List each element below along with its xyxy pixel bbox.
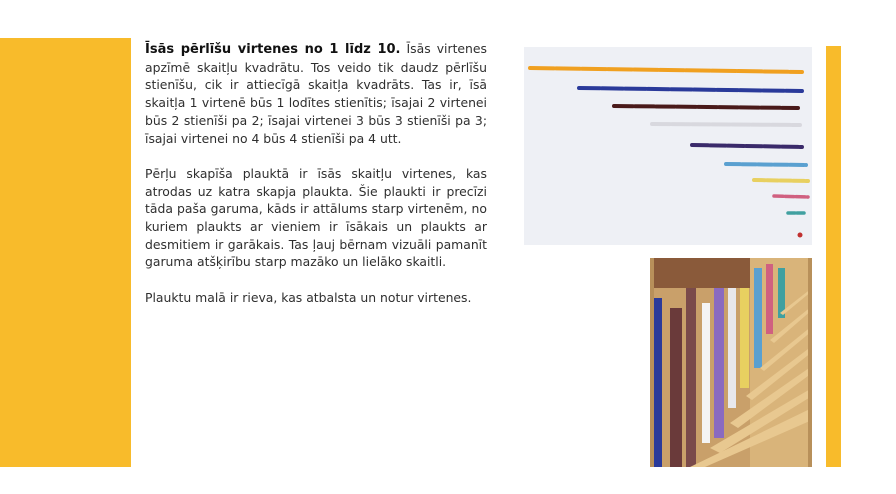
- bead-chain-6: [692, 145, 802, 147]
- bead-cabinet-photo: [650, 258, 812, 467]
- paragraph-3: Plauktu malā ir rieva, kas atbalsta un notur virtenes.: [145, 289, 472, 305]
- bead-chain-4: [754, 180, 808, 181]
- content-text: [145, 40, 487, 324]
- paragraph-1-text: Īsās virtenes apzīmē skaitļu kvadrātu. Tos veido tik daudz pērlīšu stienīšu, cik ir attiecīgā skaitļa kvadrāts. Tas ir, īsā skaitļa 1 virtenē būs 1 lodītes stienītis; īsajai 2 virtenei būs 2 stienīši pa 2; īsajai virtenei 3 būs 3 stienīši pa 3; īsajai virtenei no 4 būs 4 stienīši pa 4 utt.: [145, 41, 487, 146]
- paragraph-1: [145, 40, 487, 147]
- bead-chain-7: [652, 124, 800, 125]
- bead-cabinet-illustration: [650, 258, 812, 467]
- bead-chain-5: [726, 164, 806, 165]
- bead-chain-3: [774, 196, 808, 197]
- paragraph-1-lead: Īsās pērlīšu virtenes no 1 līdz 10.: [145, 42, 401, 57]
- paragraph-2: Pērļu skapīša plauktā ir īsās skaitļu virtenes, kas atrodas uz katra skapja plaukta. Šie plaukti ir precīzi tāda paša garuma, kāds ir attālums starp virtenēm, no kuriem plaukts ar vieniem ir īsākais un plaukts ar desmitiem ir garākais. Tas ļauj bērnam vizuāli pamanīt garuma atšķirību starp mazāko un lielāko skaitli.: [145, 165, 487, 270]
- left-accent-bar: [0, 38, 131, 467]
- bead-chain-8: [614, 106, 798, 108]
- short-bead-chains-photo: [524, 47, 812, 245]
- bead-chain-1: [798, 233, 803, 238]
- right-accent-bar: [826, 46, 841, 467]
- short-bead-chains-illustration: [524, 47, 812, 245]
